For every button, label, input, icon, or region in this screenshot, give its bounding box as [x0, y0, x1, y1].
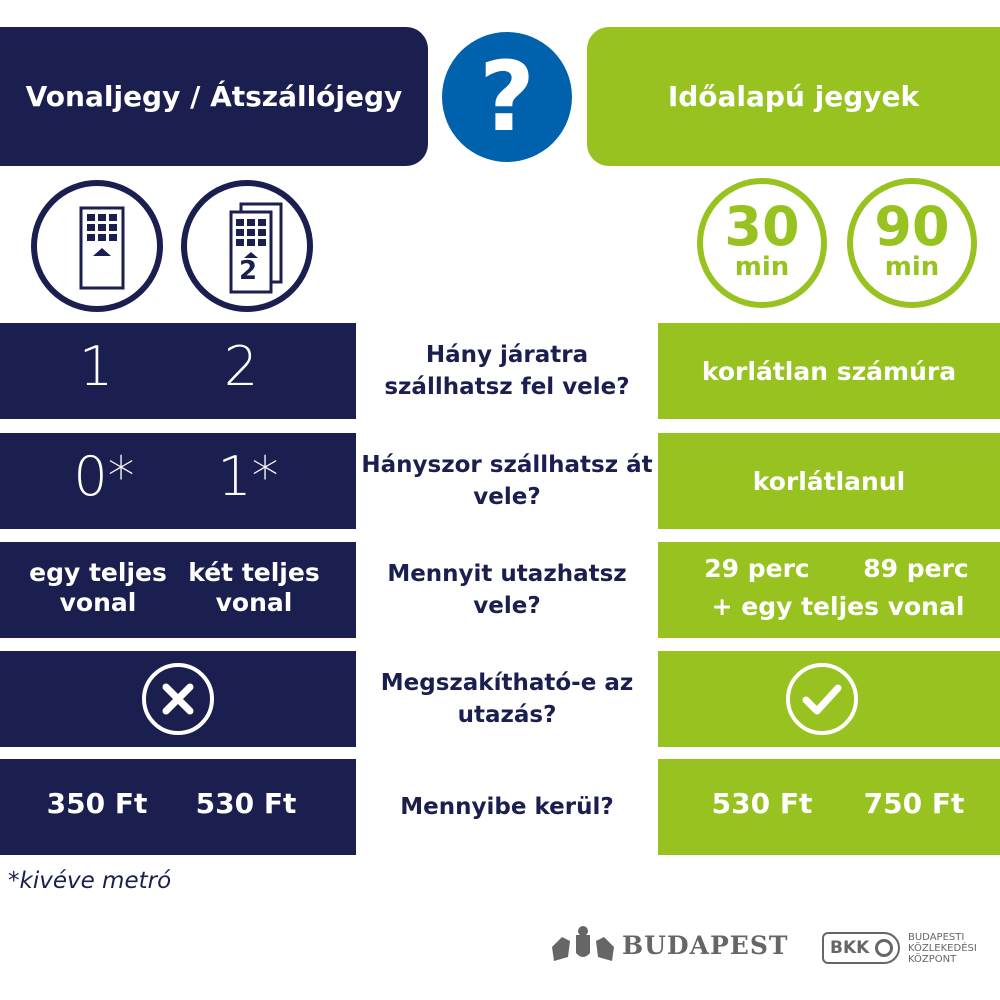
90-min-icon [847, 178, 977, 308]
time-based-tickets-header [587, 27, 1000, 166]
row-transfers-right [658, 433, 1000, 529]
double-ticket-icon [181, 180, 313, 312]
duration-unit: min [884, 252, 940, 282]
bkk-name-line: KÖZLEKEDÉSI [908, 943, 977, 954]
single-ticket-value: 1 [78, 335, 114, 398]
row-boardings-right [658, 323, 1000, 419]
footnote: *kivéve metró [8, 868, 172, 894]
single-ticket-value: egy teljes vonal [29, 558, 167, 617]
30-min-value: 29 perc [704, 554, 810, 583]
time-ticket-value: korlátlan számúra [701, 356, 957, 386]
row-boardings-left [0, 323, 356, 419]
duration-unit: min [734, 252, 790, 282]
duration-value: 30 [724, 195, 800, 258]
question-mark: ? [479, 41, 535, 153]
question-price: Mennyibe kerül? [400, 794, 614, 820]
bkk-logo [822, 932, 900, 964]
question-transfers: Hányszor szállhatsz át vele? [361, 452, 653, 510]
question-boardings: Hány járatra szállhatsz fel vele? [384, 342, 630, 400]
transfer-ticket-value: 2 [223, 335, 259, 398]
bkk-full-name [908, 932, 977, 965]
question-interruptible: Megszakítható-e az utazás? [380, 670, 634, 728]
duration-value: 90 [874, 195, 950, 258]
transfer-ticket-value: két teljes vonal [188, 558, 320, 617]
question-mark-icon [442, 32, 572, 162]
bkk-wordmark: BKK [830, 938, 870, 958]
row-interruptible-left [0, 651, 356, 747]
bkk-name-line: KÖZPONT [908, 954, 957, 965]
row-price-right [658, 759, 1000, 855]
check-circle-icon [784, 661, 860, 737]
row-distance-left [0, 542, 356, 638]
single-transfer-ticket-header [0, 27, 428, 166]
ticket-count-number: 2 [239, 256, 258, 286]
bkk-name-line: BUDAPESTI [908, 932, 965, 943]
row-transfers-left [0, 433, 356, 529]
90-min-value: 89 perc [863, 554, 969, 583]
transfer-ticket-price: 530 Ft [195, 787, 297, 820]
transfer-ticket-value: 1* [217, 445, 279, 508]
extra-line-note: + egy teljes vonal [711, 592, 965, 621]
30-min-icon [697, 178, 827, 308]
budapest-wordmark: BUDAPEST [622, 930, 789, 960]
single-ticket-value: 0* [73, 445, 135, 508]
single-ticket-icon [31, 180, 163, 312]
budapest-coat-of-arms-icon [550, 925, 616, 965]
time-ticket-value: korlátlanul [752, 466, 906, 496]
budapest-logo [550, 925, 789, 965]
header-left-title: Vonaljegy / Átszállójegy [25, 80, 403, 113]
single-ticket-price: 350 Ft [46, 787, 148, 820]
row-interruptible-right [658, 651, 1000, 747]
row-price-left [0, 759, 356, 855]
header-right-title: Időalapú jegyek [667, 80, 920, 113]
bkk-key-icon [875, 939, 893, 957]
x-circle-icon [140, 661, 216, 737]
30-min-price: 530 Ft [711, 787, 813, 820]
90-min-price: 750 Ft [863, 787, 965, 820]
row-distance-right [658, 542, 1000, 638]
question-distance: Mennyit utazhatsz vele? [387, 561, 627, 619]
